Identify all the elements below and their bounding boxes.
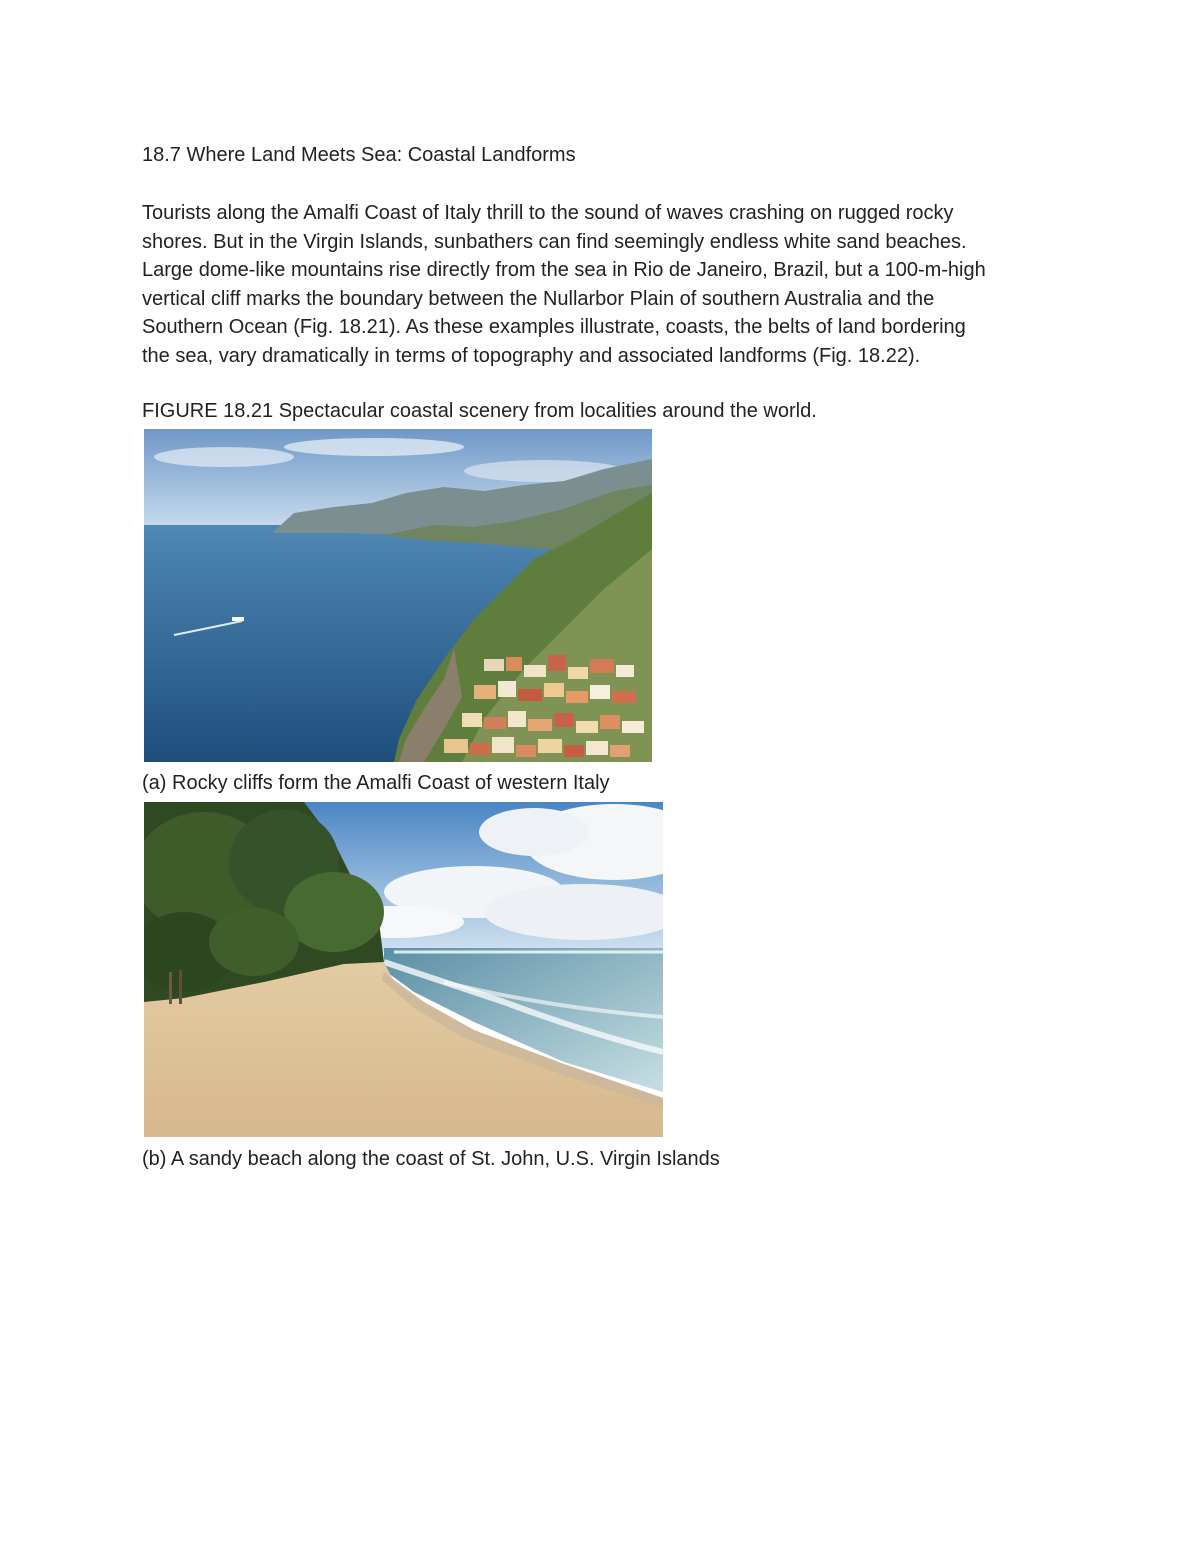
panel-a-caption: (a) Rocky cliffs form the Amalfi Coast of western Italy <box>142 772 610 794</box>
sandy-beach-photo <box>144 802 663 1137</box>
figure-caption: FIGURE 18.21 Spectacular coastal scenery from localities around the world. <box>142 400 817 422</box>
panel-b-caption: (b) A sandy beach along the coast of St. John, U.S. Virgin Islands <box>142 1148 720 1170</box>
amalfi-coast-photo <box>144 429 652 762</box>
paragraph-line: Large dome-like mountains rise directly from the sea in Rio de Janeiro, Brazil, but a 100-m-high <box>142 259 986 282</box>
paragraph-line: the sea, vary dramatically in terms of topography and associated landforms (Fig. 18.22). <box>142 344 921 367</box>
paragraph-line: Tourists along the Amalfi Coast of Italy thrill to the sound of waves crashing on rugged rocky <box>142 202 954 224</box>
paragraph-line: Southern Ocean (Fig. 18.21). As these examples illustrate, coasts, the belts of land bordering <box>142 316 966 339</box>
paragraph-line: vertical cliff marks the boundary between the Nullarbor Plain of southern Australia and the <box>142 287 935 310</box>
paragraph-line: shores. But in the Virgin Islands, sunbathers can find seemingly endless white sand beaches. <box>142 230 967 253</box>
body-paragraph <box>142 199 1082 371</box>
section-title: 18.7 Where Land Meets Sea: Coastal Landforms <box>142 144 576 166</box>
